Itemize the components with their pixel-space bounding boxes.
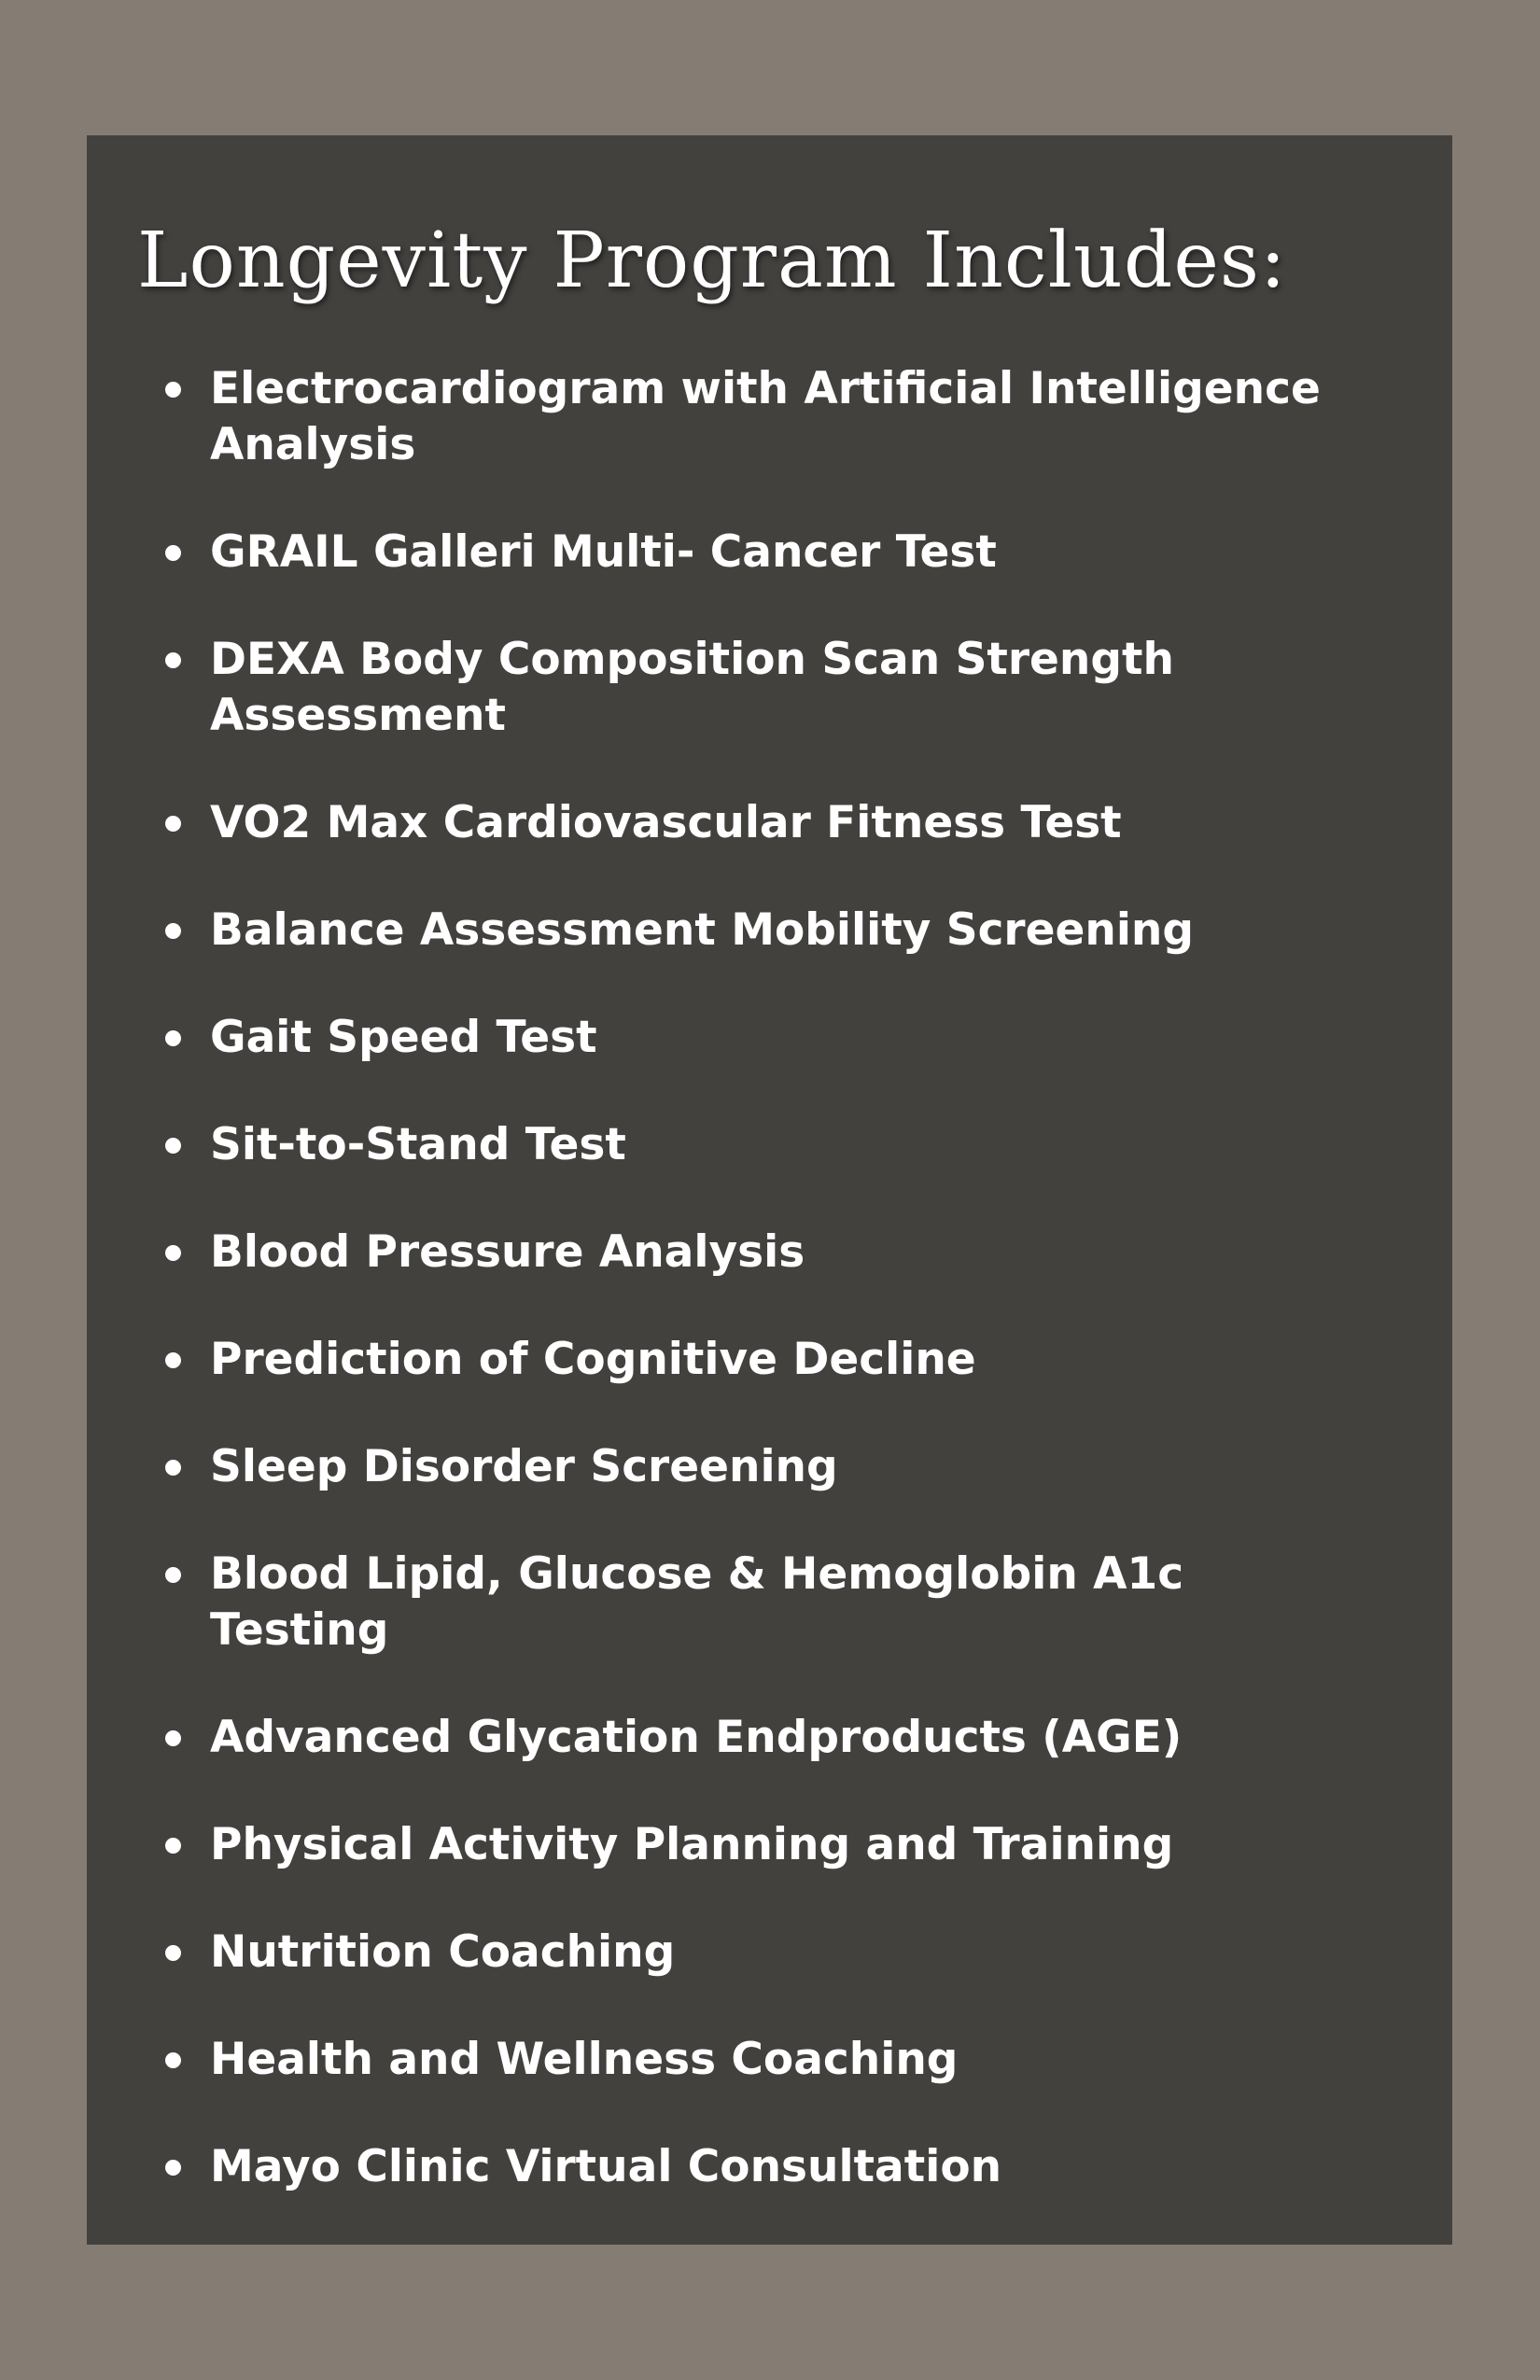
bullet-icon [165,923,181,939]
bullet-icon [165,1838,181,1854]
list-item [137,1439,1323,1495]
bullet-icon [165,1945,181,1961]
bullet-icon [165,545,181,561]
list-item-text: Blood Pressure Analysis [210,1226,805,1279]
bullet-icon [165,1352,181,1368]
list-item [137,1010,1323,1066]
list-item-text: Prediction of Cognitive Decline [210,1334,976,1386]
bullet-icon [165,1245,181,1261]
program-list [137,361,1452,2195]
list-item [137,1817,1323,1873]
bullet-icon [165,1030,181,1046]
list-item-text: Sit-to-Stand Test [210,1119,626,1171]
list-item [137,1225,1323,1281]
list-item [137,1547,1323,1659]
list-item [137,632,1323,744]
bullet-icon [165,2160,181,2176]
list-item [137,795,1323,851]
bullet-icon [165,1730,181,1746]
bullet-icon [165,382,181,398]
bullet-icon [165,652,181,668]
page-title: Longevity Program Includes: [137,217,1287,305]
list-item-text: Advanced Glycation Endproducts (AGE) [210,1712,1183,1764]
list-item [137,1710,1323,1766]
list-item [137,2032,1323,2088]
list-item [137,2139,1323,2195]
list-item-text: Sleep Disorder Screening [210,1441,838,1493]
list-item [137,361,1323,473]
list-item-text: Mayo Clinic Virtual Consultation [210,2141,1002,2193]
list-item-text: DEXA Body Composition Scan Strength Assessment [210,634,1174,742]
bullet-icon [165,1138,181,1154]
list-item [137,1117,1323,1173]
list-item [137,1925,1323,1981]
list-item-text: Health and Wellness Coaching [210,2034,959,2086]
list-item-text: Blood Lipid, Glucose & Hemoglobin A1c Testing [210,1548,1184,1657]
list-item-text: Electrocardiogram with Artificial Intelligence Analysis [210,363,1321,471]
list-item-text: VO2 Max Cardiovascular Fitness Test [210,797,1122,849]
list-item-text: Physical Activity Planning and Training [210,1819,1174,1871]
bullet-icon [165,816,181,832]
bullet-icon [165,1567,181,1583]
list-item [137,903,1323,959]
list-item [137,525,1323,581]
list-item-text: Balance Assessment Mobility Screening [210,904,1195,957]
bullet-icon [165,2052,181,2068]
bullet-icon [165,1460,181,1476]
list-item-text: GRAIL Galleri Multi- Cancer Test [210,526,997,579]
program-panel [87,135,1452,2245]
list-item [137,1332,1323,1388]
list-item-text: Gait Speed Test [210,1012,597,1064]
list-item-text: Nutrition Coaching [210,1926,676,1979]
